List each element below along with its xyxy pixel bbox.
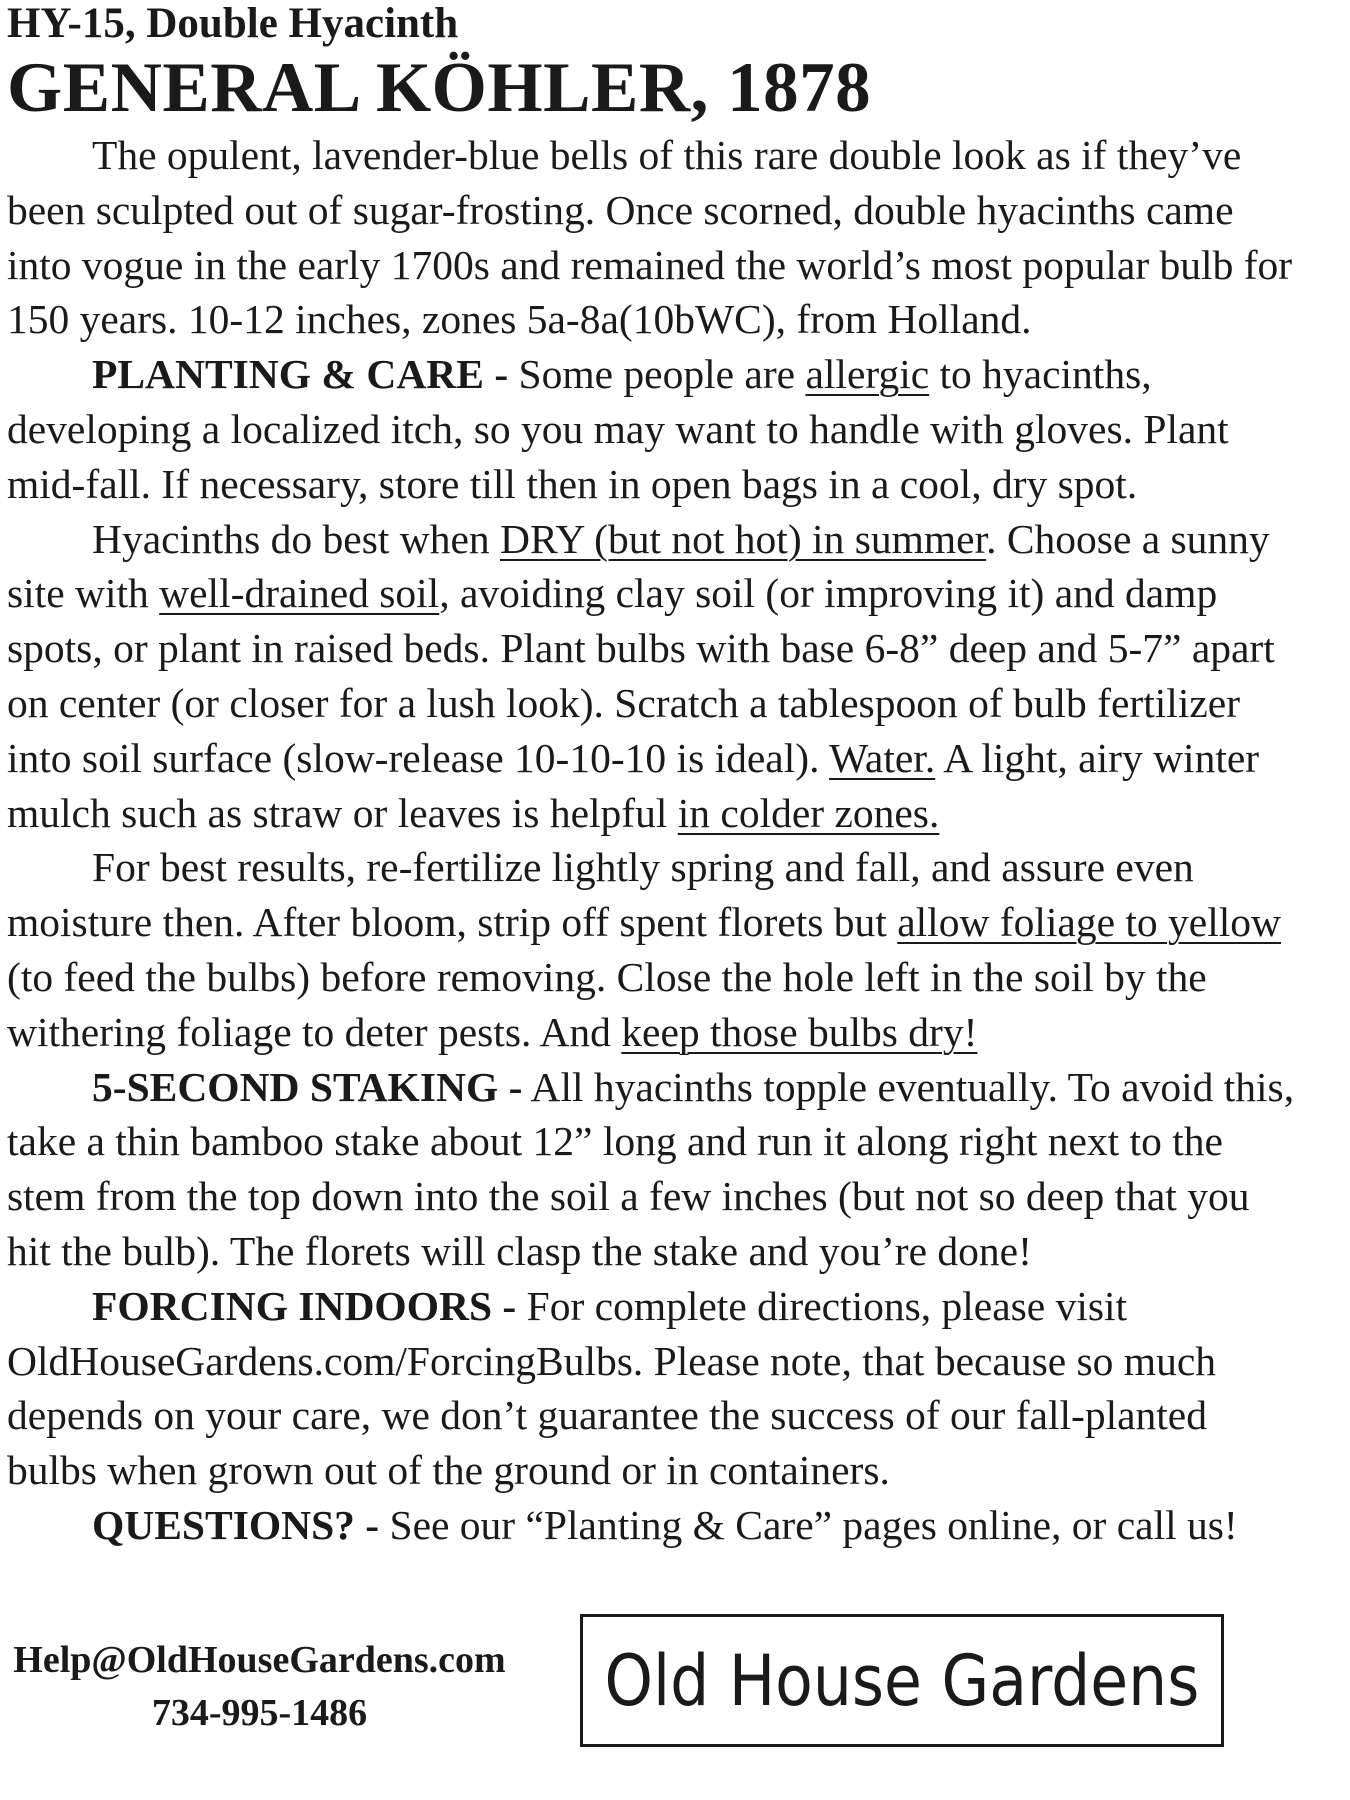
page-title: GENERAL KÖHLER, 1878 [7, 49, 872, 127]
results-paragraph [7, 840, 1297, 1059]
staking-text: All hyacinths topple eventually. To avoid this, take a thin bamboo stake about 12” long and run it along right next to the stem from the top down into the soil a few inches (but not so deep that you hit the bulb). The florets will clasp the stake and you’re done! [7, 1063, 1295, 1274]
colder-zones-underlined: in colder zones. [677, 789, 940, 836]
seed-packet-page [7, 0, 1297, 1553]
dry-summer-underlined: DRY (but not hot) in summer [500, 515, 987, 562]
results-text-2: (to feed the bulbs) before removing. Close the hole left in the soil by the withering foliage to deter pests. And [7, 953, 1207, 1055]
forcing-text-1: For complete directions, please visit [516, 1282, 1128, 1329]
questions-text: See our “Planting & Care” pages online, or call us! [379, 1501, 1238, 1548]
dry-text-1: Hyacinths do best when [92, 515, 501, 562]
planting-text-2: to hyacinths, developing a localized itch, so you may want to handle with gloves. Plant mid-fall. If necessary, store till then in open bags in a cool, dry spot. [7, 351, 1229, 507]
dry-text-3: , avoiding clay soil (or improving it) and damp spots, or plant in raised beds. Plant bulbs with base 6-8” deep and 5-7” apart on center (or closer for a lush look). Scratch a tablespoon of bulb fertilizer into soil surface (slow-release 10-10-10 is ideal). [7, 570, 1275, 781]
staking-heading: 5-SECOND STAKING - [92, 1063, 523, 1110]
forcing-paragraph-line1 [7, 1279, 1297, 1334]
product-code: HY-15, Double Hyacinth [7, 0, 459, 47]
questions-heading: QUESTIONS? - [92, 1501, 380, 1548]
intro-paragraph: The opulent, lavender-blue bells of this rare double look as if they’ve been sculpted out of sugar-frosting. Once scorned, double hyacinths came into vogue in the early 1700s and remained the world’s most popular bulb for 150 years. 10-12 inches, zones 5a-8a(10bWC), from Holland. [7, 132, 1293, 343]
dry-paragraph [7, 512, 1297, 841]
allergic-underlined: allergic [805, 351, 930, 398]
staking-paragraph [7, 1060, 1297, 1279]
company-logo: Old House Gardens [604, 1639, 1200, 1722]
phone-number[interactable]: 734-995-1486 [151, 1692, 368, 1734]
dry-text-2: . Choose a sunny site with [7, 515, 1270, 617]
description-body [7, 128, 1297, 1553]
forcing-heading: FORCING INDOORS - [92, 1282, 517, 1329]
forcing-paragraph-rest: OldHouseGardens.com/ForcingBulbs. Please note, that because so much depends on your care, we don’t guarantee the success of our fall-planted bulbs when grown out of the ground or in containers. [7, 1337, 1217, 1494]
planting-text-1: Some people are [508, 351, 806, 398]
email-address[interactable]: Help@OldHouseGardens.com [13, 1639, 506, 1681]
questions-paragraph [7, 1498, 1297, 1553]
water-underlined: Water. [829, 734, 936, 781]
foliage-underlined: allow foliage to yellow [897, 899, 1281, 946]
contact-info [7, 1634, 512, 1740]
logo-box [580, 1614, 1224, 1747]
results-text-1: For best results, re-fertilize lightly spring and fall, and assure even moisture then. After bloom, strip off spent florets but [7, 844, 1194, 946]
dry-text-4: A light, airy winter mulch such as straw or leaves is helpful [7, 734, 1260, 836]
well-drained-underlined: well-drained soil [159, 570, 440, 617]
planting-heading: PLANTING & CARE - [92, 351, 509, 398]
planting-paragraph [7, 347, 1297, 511]
keep-dry-underlined: keep those bulbs dry! [621, 1008, 978, 1055]
